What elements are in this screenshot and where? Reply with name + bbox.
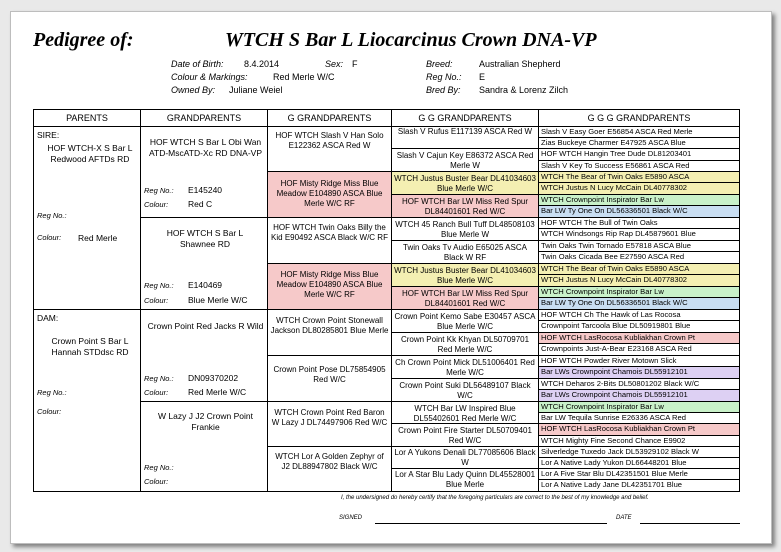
owned-value: Juliane Weiel <box>229 85 283 95</box>
grandparent-3-reg-label: Reg No.: <box>144 374 174 383</box>
ggg-grandparent-27: HOF WTCH LasRocosa Kubliakhan Crown Pt <box>539 424 739 436</box>
g-grandparent-6-name: Crown Point Pose DL75854905 Red W/C <box>273 365 386 384</box>
ggg-grandparent-4: Slash V Key To Success E56861 ASCA Red <box>539 161 739 172</box>
ggg-grandparent-19: HOF WTCH LasRocosa Kubliakhan Crown Pt <box>539 333 739 344</box>
ggg-grandparent-20: Crownpoints Just-A-Bear E23168 ASCA Red <box>539 344 739 356</box>
ggg-grandparent-12: Twin Oaks Cicada Bee E27590 ASCA Red <box>539 252 739 264</box>
dam-colour-label: Colour: <box>37 407 62 416</box>
ggg-grandparent-11: Twin Oaks Twin Tornado E57818 ASCA Blue <box>539 241 739 252</box>
gg-grandparent-9-name: Crown Point Kemo Sabe E30457 ASCA Blue Merle W/C <box>394 312 536 331</box>
signed-label: SIGNED <box>339 515 363 521</box>
bred-label: Bred By: <box>426 85 461 95</box>
breed-value: Australian Shepherd <box>479 59 561 69</box>
regno-label: Reg No.: <box>426 72 462 82</box>
sire-name: HOF WTCH-X S Bar L Redwood AFTDs RD <box>47 143 133 164</box>
ggg-grandparent-3: HOF WTCH Hangin Tree Dude DL81203401 <box>539 149 739 161</box>
gg-grandparent-7-name: WTCH Justus Buster Bear DL41034603 Blue Merle W/C <box>394 266 536 285</box>
pedigree-sheet <box>10 11 772 544</box>
gg-grandparent-14 <box>392 424 539 447</box>
gg-grandparent-11-name: Ch Crown Point Mick DL51006401 Red Merle W/C <box>395 358 535 377</box>
g-grandparent-1-name: HOF WTCH Slash V Han Solo E122362 ASCA Red W <box>275 131 384 150</box>
ggg-grandparent-21: HOF WTCH Powder River Motown Slick <box>539 356 739 367</box>
gg-grandparent-10 <box>392 333 539 356</box>
gg-grandparent-2 <box>392 149 539 172</box>
g-grandparent-8-name: WTCH Lor A Golden Zephyr of J2 DL88947802 Black W/C <box>275 452 384 471</box>
grandparent-1-colour: Red C <box>188 199 213 209</box>
gg-grandparent-16 <box>392 469 539 491</box>
ggg-grandparent-24: Bar LWs Crownpoint Chamois DL55912101 <box>539 390 739 402</box>
ggg-grandparent-32: Lor A Native Lady Jane DL42351701 Blue <box>541 480 683 489</box>
ggg-grandparent-13: WTCH The Bear of Twin Oaks E5890 ASCA <box>539 264 739 275</box>
dob-label: Date of Birth: <box>171 59 224 69</box>
bred-value: Sandra & Lorenz Zilch <box>479 85 569 95</box>
gg-grandparent-11 <box>392 356 539 379</box>
gg-grandparent-2-name: Slash V Cajun Key E86372 ASCA Red Merle W <box>396 151 534 170</box>
grandparent-2-colour: Blue Merle W/C <box>188 295 248 305</box>
gg-grandparent-7 <box>392 264 539 287</box>
gg-grandparent-8 <box>392 287 539 310</box>
grandparent-1-colour-label: Colour: <box>144 200 169 209</box>
gg-grandparent-4 <box>392 195 539 218</box>
gg-grandparent-6-name: Twin Oaks Tv Audio E65025 ASCA Black W RF <box>403 243 527 262</box>
gg-grandparent-5 <box>392 218 539 241</box>
gg-grandparent-12 <box>392 379 539 402</box>
sire-colour-value: Red Merle <box>78 233 118 243</box>
gg-grandparent-13 <box>392 402 539 424</box>
grandparent-3-colour: Red Merle W/C <box>188 387 247 397</box>
gg-grandparent-10-name: Crown Point Kk Khyan DL50709701 Red Merle W/C <box>400 335 530 354</box>
gg-grandparent-12-name: Crown Point Suki DL56489107 Black W/C <box>399 381 531 400</box>
grandparent-4-name: W Lazy J J2 Crown Point Frankie <box>158 411 253 432</box>
ggg-grandparent-17: HOF WTCH Ch The Hawk of Las Rocosa <box>539 310 739 321</box>
ggg-grandparent-6: WTCH Justus N Lucy McCain DL40778302 <box>539 183 739 195</box>
g-grandparent-2-name: HOF Misty Ridge Miss Blue Meadow E104890 ASCA Blue Merle W/C RF <box>276 179 383 208</box>
gg-grandparent-14-name: Crown Point Fire Starter DL50709401 Red W/C <box>398 426 532 445</box>
grandparent-4 <box>141 402 268 491</box>
grandparent-1-reg-label: Reg No.: <box>144 186 174 195</box>
dog-name: WTCH S Bar L Liocarcinus Crown DNA-VP <box>225 29 597 51</box>
ggg-grandparent-23: WTCH Deharos 2-Bits DL50801202 Black W/C <box>539 379 739 390</box>
grandparent-3-colour-label: Colour: <box>144 388 169 397</box>
ggg-grandparent-14: WTCH Justus N Lucy McCain DL40778302 <box>539 275 739 287</box>
header-grandparents: GRANDPARENTS <box>141 110 268 127</box>
pedigree-table <box>33 109 740 492</box>
gg-grandparent-9 <box>392 310 539 333</box>
gg-grandparent-13-name: WTCH Bar LW Inspired Blue DL55402601 Red Merle W/C <box>413 404 517 423</box>
ggg-grandparent-16: Bar LW Ty One On DL56336501 Black W/C <box>539 298 739 310</box>
gg-grandparent-3-name: WTCH Justus Buster Bear DL41034603 Blue Merle W/C <box>394 174 536 193</box>
g-grandparent-8 <box>268 447 392 491</box>
header-parents: PARENTS <box>34 110 141 127</box>
g-grandparent-3-name: HOF WTCH Twin Oaks Billy the Kid E90492 ASCA Black W/C RF <box>271 223 388 242</box>
ggg-grandparent-9: HOF WTCH The Bull of Twin Oaks <box>539 218 739 229</box>
g-grandparent-4 <box>268 264 392 310</box>
ggg-grandparent-30: Lor A Native Lady Yukon DL66448201 Blue <box>539 458 739 469</box>
gg-grandparent-1 <box>392 127 539 149</box>
gg-grandparent-3 <box>392 172 539 195</box>
gg-grandparent-8-name: HOF WTCH Bar LW Miss Red Spur DL84401601 Red W/C <box>401 289 529 308</box>
ggg-grandparent-29: Silverledge Tuxedo Jack DL53929102 Black W <box>539 447 739 458</box>
owned-label: Owned By: <box>171 85 216 95</box>
ggg-grandparent-28: WTCH Mighty Fine Second Chance E9902 <box>539 436 739 447</box>
ggg-grandparent-22: Bar LWs Crownpoint Chamois DL55912101 <box>539 367 739 379</box>
grandparent-3-name: Crown Point Red Jacks R Wild <box>147 321 264 331</box>
dam-cell <box>34 310 141 491</box>
date-line[interactable] <box>640 523 740 524</box>
ggg-grandparent-1: Slash V Easy Goer E56854 ASCA Red Merle <box>539 127 739 138</box>
g-grandparent-2 <box>268 172 392 218</box>
colour-value: Red Merle W/C <box>273 72 335 82</box>
sire-reg-label: Reg No.: <box>37 211 67 220</box>
gg-grandparent-15 <box>392 447 539 469</box>
breed-label: Breed: <box>426 59 453 69</box>
dam-label: DAM: <box>37 313 59 323</box>
ggg-grandparent-10: WTCH Windsongs Rip Rap DL45879601 Blue <box>539 229 739 241</box>
grandparent-3-reg: DN09370202 <box>188 373 239 383</box>
date-label: DATE <box>616 515 632 521</box>
grandparent-2-colour-label: Colour: <box>144 296 169 305</box>
grandparent-4-colour-label: Colour: <box>144 477 169 486</box>
page-title: Pedigree of: <box>33 29 134 51</box>
header-ggg-grandparents: G G G GRANDPARENTS <box>539 110 739 127</box>
grandparent-2-reg-label: Reg No.: <box>144 281 174 290</box>
sire-label: SIRE: <box>37 130 60 140</box>
g-grandparent-5 <box>268 310 392 356</box>
dam-reg-label: Reg No.: <box>37 388 67 397</box>
ggg-grandparent-26: Bar LW Tequila Sunrise E26336 ASCA Red <box>539 413 739 424</box>
ggg-grandparent-25: WTCH Crownpoint Inspirator Bar Lw <box>539 402 739 413</box>
ggg-grandparent-18: Crownpoint Tarcoola Blue DL50919801 Blue <box>539 321 739 333</box>
ggg-grandparent-8: Bar LW Ty One On DL56336501 Black W/C <box>539 206 739 218</box>
gg-grandparent-1-name: Slash V Rufus E117139 ASCA Red W <box>397 127 533 136</box>
header-g-grandparents: G GRANDPARENTS <box>268 110 392 127</box>
g-grandparent-7 <box>268 402 392 447</box>
gg-grandparent-6 <box>392 241 539 264</box>
grandparent-4-reg-label: Reg No.: <box>144 463 174 472</box>
sex-label: Sex: <box>325 59 344 69</box>
dob-value: 8.4.2014 <box>244 59 280 69</box>
signature-line[interactable] <box>375 523 607 524</box>
g-grandparent-3 <box>268 218 392 264</box>
grandparent-2-name: HOF WTCH S Bar L Shawnee RD <box>166 228 244 249</box>
g-grandparent-5-name: WTCH Crown Point Stonewall Jackson DL80285801 Blue Merle <box>270 316 389 335</box>
gg-grandparent-15-name: Lor A Yukons Denali DL77085606 Black W <box>394 448 536 467</box>
dam-name: Crown Point S Bar L Hannah STDdsc RD <box>51 336 129 357</box>
grandparent-1 <box>141 127 268 218</box>
grandparent-2-reg: E140469 <box>188 280 223 290</box>
g-grandparent-6 <box>268 356 392 402</box>
gg-grandparent-5-name: WTCH 45 Ranch Bull Tuff DL48508103 Blue Merle W <box>395 220 535 239</box>
regno-value: E <box>479 72 486 82</box>
grandparent-3 <box>141 310 268 402</box>
ggg-grandparent-2: Zias Buckeye Charmer E47925 ASCA Blue <box>539 138 739 149</box>
sire-cell <box>34 127 141 310</box>
colour-label: Colour & Markings: <box>171 72 248 82</box>
grandparent-1-name: HOF WTCH S Bar L Obi Wan ATD-MscATD-Xc RD DNA-VP <box>148 137 262 158</box>
gg-grandparent-4-name: HOF WTCH Bar LW Miss Red Spur DL84401601 Red W/C <box>401 197 529 216</box>
g-grandparent-4-name: HOF Misty Ridge Miss Blue Meadow E104890 ASCA Blue Merle W/C RF <box>276 270 383 299</box>
grandparent-1-reg: E145240 <box>188 185 223 195</box>
sire-colour-label: Colour: <box>37 233 62 242</box>
ggg-grandparent-31: Lor A Five Star Blu DL42351501 Blue Merle <box>539 469 739 480</box>
g-grandparent-1 <box>268 127 392 172</box>
sex-value: F <box>352 59 358 69</box>
header-gg-grandparents: G G GRANDPARENTS <box>392 110 539 127</box>
grandparent-2 <box>141 218 268 310</box>
ggg-grandparent-5: WTCH The Bear of Twin Oaks E5890 ASCA <box>539 172 739 183</box>
g-grandparent-7-name: WTCH Crown Point Red Baron W Lazy J DL74497906 Red W/C <box>271 408 388 427</box>
gg-grandparent-16-name: Lor A Star Blu Lady Quinn DL45528001 Blue Merle <box>394 470 536 489</box>
certification-note: I, the undersigned do hereby certify that the foregoing particulars are correct to the best of my knowledge and belief. <box>341 495 649 501</box>
ggg-grandparent-15: WTCH Crownpoint Inspirator Bar Lw <box>539 287 739 298</box>
ggg-grandparent-7: WTCH Crownpoint Inspirator Bar Lw <box>539 195 739 206</box>
